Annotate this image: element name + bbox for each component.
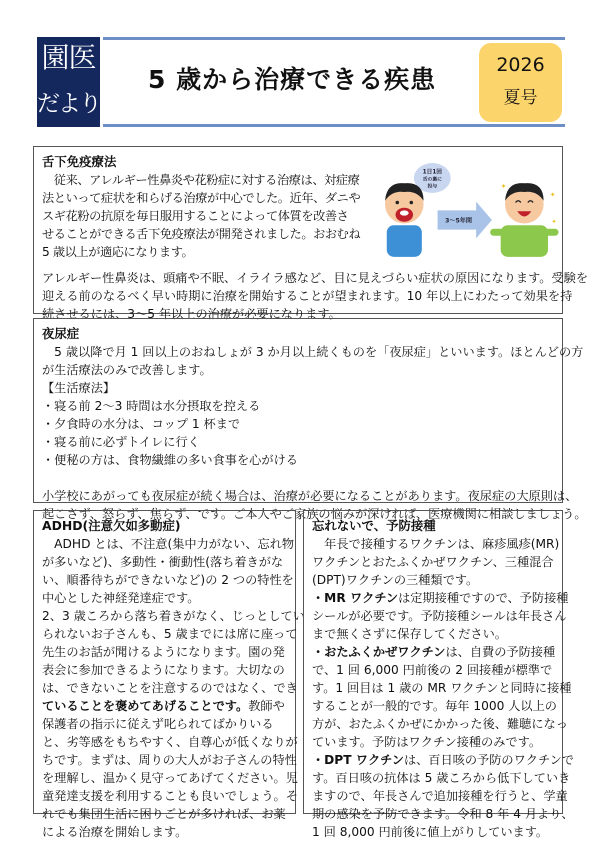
text-line: い、順番待ちができないなど)の 2 つの特性を: [42, 573, 294, 587]
text-line: す。百日咳の抗体は 5 歳ころから低下していき: [312, 771, 571, 785]
bubble-line3: 投与: [427, 184, 438, 190]
bold-text: ・DPT ワクチン: [312, 753, 404, 767]
text-line: 従来、アレルギー性鼻炎や花粉症に対する治療は、対症療: [42, 173, 360, 187]
text-line: (DPT)ワクチンの三種類です。: [312, 573, 479, 587]
bubble-line2: 舌の裏に: [422, 177, 442, 183]
bold-text: ・おたふくかぜワクチン: [312, 645, 446, 659]
text-segment: は、自費の予防接種: [445, 645, 556, 659]
text-line: 【生活療法】: [42, 381, 116, 395]
logo-line1: 園医: [41, 41, 96, 74]
text-line: が多いなど)、多動性・衝動性(落ち着きがな: [42, 555, 284, 569]
text-line: ADHD とは、不注意(集中力がない、忘れ物: [42, 537, 295, 551]
text-line: ・夕食時の水分は、コップ 1 杯まで: [42, 417, 241, 431]
text-line: ・便秘の方は、食物繊維の多い食事を心がける: [42, 453, 298, 467]
section-heading: ADHD(注意欠如多動症): [42, 518, 181, 533]
bubble-line1: 1日1回: [422, 169, 442, 176]
text-line: ています。予防はワクチン接種のみです。: [312, 735, 542, 749]
text-line: は、できないことを注意するのではなく、でき: [42, 681, 298, 695]
header-top-rule: [103, 37, 565, 40]
text-line: アレルギー性鼻炎は、頭痛や不眠、イライラ感など、目に見えづらい症状の原因になります。受験を: [42, 271, 589, 285]
text-line: ・寝る前 2～3 時間は水分摂取を控える: [42, 399, 261, 413]
text-line: 迎える前のなるべく早い時期に治療を開始することが望まれます。10 年以上にわたって効果を持: [42, 289, 573, 303]
text-line: 5 歳以上が適応になります。: [42, 245, 194, 259]
section-nocturnal-enuresis: [33, 318, 587, 521]
text-line: による治療を開始します。: [42, 825, 188, 839]
text-line: 年長で接種するワクチンは、麻疹風疹(MR): [312, 537, 560, 551]
paragraph: [42, 269, 589, 323]
text-line: 期の感染を予防できます。令和 8 年 4 月より、: [312, 807, 574, 821]
paragraph: [312, 535, 574, 841]
text-line: スギ花粉の抗原を毎日服用することによって体質を改善さ: [42, 209, 349, 223]
sparkle-icon: ✦: [549, 191, 556, 200]
boy-after-icon: [490, 182, 558, 256]
text-line: で、1 回 6,000 円前後の 2 回接種が標準で: [312, 663, 553, 677]
issue-year: 2026: [496, 54, 545, 76]
section-heading: 忘れないで、予防接種: [312, 518, 436, 533]
text-line: [42, 697, 295, 715]
section-vaccination: [303, 510, 574, 839]
text-line: 続させるには、3～5 年以上の治療が必要になります。: [42, 307, 341, 321]
page-title: 5 歳から治療できる疾患: [148, 65, 437, 94]
text-line: 童発達支援を利用することも良いでしょう。そ: [42, 789, 298, 803]
text-line: られないお子さんも、5 歳までには席に座って: [42, 627, 298, 641]
text-line: す。1 回目は 1 歳の MR ワクチンと同時に接種: [312, 681, 572, 695]
header-bottom-rule: [103, 124, 565, 127]
paragraph: [42, 535, 305, 841]
issue-badge: [479, 43, 562, 122]
text-line: が生活療法のみで改善します。: [42, 363, 212, 377]
text-line: 法といって症状を和らげる治療が中心でした。近年、ダニや: [42, 191, 361, 205]
boy-before-icon: [385, 183, 424, 257]
text-line: 起こさず、怒らず、焦らず、です。ご本人やご家族の悩みが深ければ、医療機関に相談しましょう。: [42, 507, 587, 521]
bold-text: ていることを褒めてあげることです。: [42, 699, 249, 713]
paragraph: [42, 343, 584, 469]
text-line: まで無くさずに保存してください。: [312, 627, 507, 641]
text-line: 小学校にあがっても夜尿症が続く場合は、治療が必要になることがあります。夜尿症の大原則は、: [42, 489, 578, 503]
text-line: と、劣等感をもちやすく、自尊心が低くなりが: [42, 735, 298, 749]
text-line: ワクチンとおたふくかぜワクチン、三種混合: [312, 555, 554, 569]
text-line: 5 歳以降で月 1 回以上のおねしょが 3 か月以上続くものを「夜尿症」といいます。ほとんどの方: [42, 345, 584, 359]
text-line: 方が、おたふくかぜにかかった後、難聴になっ: [312, 717, 568, 731]
text-segment: は定期接種ですので、予防接種: [398, 591, 569, 605]
text-line: を理解し、温かく見守ってあげてください。児: [42, 771, 298, 785]
text-line: ちです。まずは、周りの大人がお子さんの特性: [42, 753, 297, 767]
text-line: ますので、年長さんで追加接種を行うと、学童: [312, 789, 568, 803]
sublingual-therapy-illustration: [378, 162, 562, 257]
text-line: 1 回 8,000 円前後に値上がりしています。: [312, 825, 549, 839]
text-line: シールが必要です。予防接種シールは年長さん: [312, 609, 567, 623]
text-line: 2、3 歳ころから落ち着きがなく、じっとしてい: [42, 609, 305, 623]
section-heading: 夜尿症: [42, 326, 80, 341]
text-line: [312, 643, 562, 661]
text-line: 表会に参加できるようになります。大切なの: [42, 663, 285, 677]
text-line: [312, 751, 574, 769]
text-segment: は、百日咳の予防のワクチンで: [403, 753, 574, 767]
sparkle-icon: ✦: [500, 182, 507, 191]
logo-line2: だより: [37, 91, 100, 117]
section-adhd: [33, 510, 305, 839]
text-line: 先生のお話が聞けるようになります。園の発: [42, 645, 285, 659]
text-line: ・寝る前に必ずトイレに行く: [42, 435, 200, 449]
text-line: せることができる舌下免疫療法が開発されました。おおむね: [42, 227, 361, 241]
text-line: れでも集団生活に困りごとが多ければ、お薬: [42, 807, 286, 821]
logo: [37, 37, 100, 127]
text-segment: 教師や: [248, 699, 285, 713]
issue-season: 夏号: [503, 88, 538, 108]
bold-text: ・MR ワクチン: [312, 591, 399, 605]
sparkle-icon: ✦: [551, 218, 557, 226]
text-line: 保護者の指示に従えず叱られてばかりいる: [42, 717, 274, 731]
arrow-label: 3～5年間: [445, 217, 473, 225]
text-line: することが一般的です。毎年 1000 人以上の: [312, 699, 557, 713]
text-line: 中心とした神経発達症です。: [42, 591, 200, 605]
text-line: [312, 589, 569, 607]
section-heading: 舌下免疫療法: [42, 154, 117, 169]
